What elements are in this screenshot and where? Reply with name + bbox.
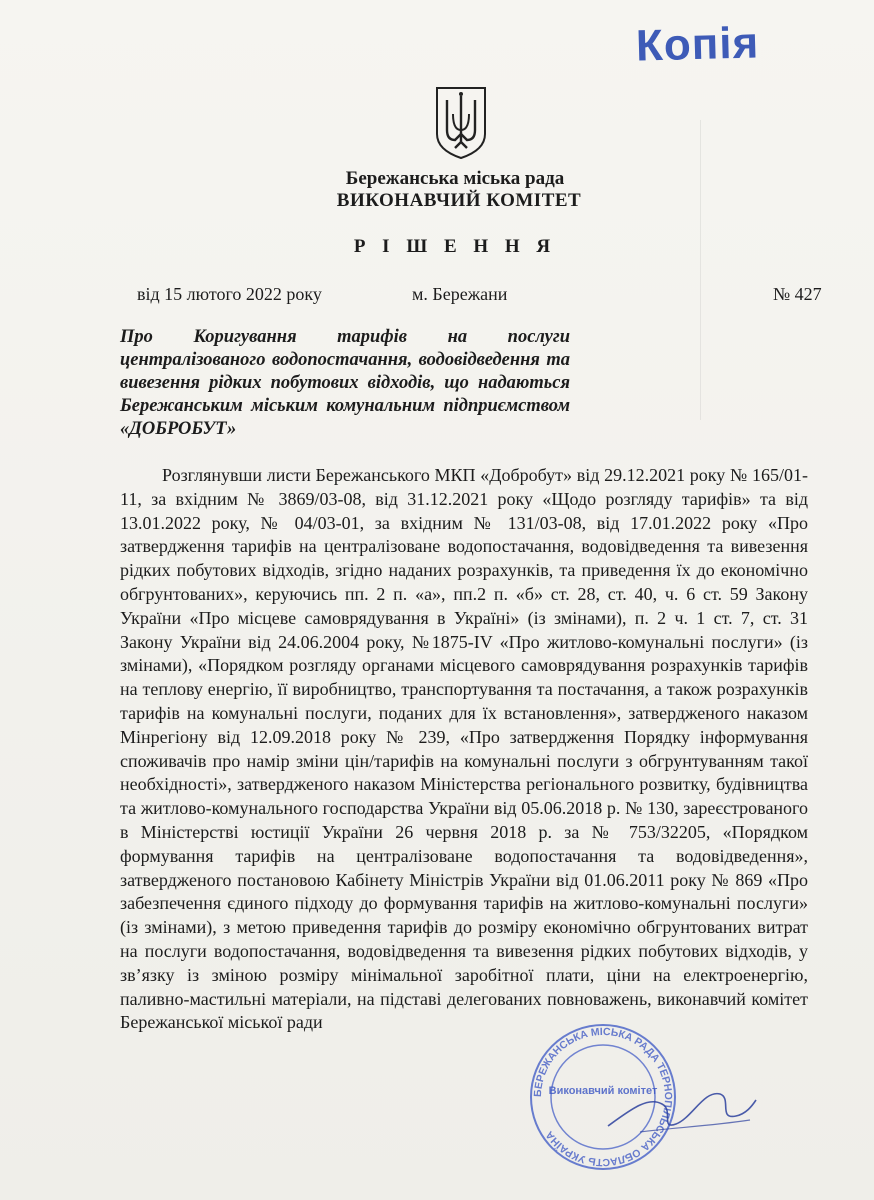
document-type-title: Р І Ш Е Н Н Я [353, 236, 557, 257]
seal-ring-text: БЕРЕЖАНСЬКА МІСЬКА РАДА ТЕРНОПІЛЬСЬКА ОБЛАСТЬ УКРАЇНА [531, 1025, 675, 1169]
subject-text: Про Коригування тарифів на послуги централізованого водопостачання, водовідведення та вивезення рідких побутових відходів, що надаються Бережанським міським комунальним підприємством «ДОБРОБУТ» [120, 327, 570, 439]
council-name: Бережанська міська рада [345, 168, 565, 189]
signature-icon [600, 1070, 760, 1150]
bleed-through-texture [700, 120, 861, 420]
decision-number: № 427 [773, 284, 822, 304]
decision-body [120, 464, 808, 1035]
seal-center-text: Виконавчий комітет [548, 1085, 658, 1097]
decision-city: м. Бережани [412, 284, 508, 304]
decision-subject [120, 326, 570, 441]
committee-name: ВИКОНАВЧИЙ КОМІТЕТ [336, 190, 582, 211]
trident-emblem-icon [433, 86, 489, 160]
copy-stamp: Копія [635, 18, 760, 71]
decision-date: від 15 лютого 2022 року [137, 284, 322, 304]
body-paragraph: Розглянувши листи Бережанського МКП «Добробут» від 29.12.2021 року № 165/01-11, за вхідним № 3869/03-08, від 31.12.2021 року «Щодо розгляду тарифів» та від 13.01.2022 року, № 04/03-01, за вхідним № 131/03-08, від 17.01.2022 року «Про затвердження тарифів на централізоване водопостачання, водовідведення та вивезення рідких побутових відходів, згідно наданих розрахунків, та приведення їх до економічно обгрунтованих», керуючись пп. 2 п. «а», пп.2 п. «б» ст. 28, ст. 40, ч. 6 ст. 59 Закону України «Про місцеве самоврядування в Україні» (із змінами), п. 2 ч. 1 ст. 7, ст. 31 Закону України від 24.06.2004 року, №1875-IV «Про житлово-комунальні послуги» (із змінами), «Порядком розгляду органами місцевого самоврядування розрахунків тарифів на теплову енергію, її виробництво, транспортування та постачання, а також розрахунків тарифів на комунальні послуги, поданих для їх встановлення», затвердженого наказом Мінрегіону від 12.09.2018 року № 239, «Про затвердження Порядку інформування споживачів про намір зміни цін/тарифів на комунальні послуги з обгрунтуванням такої необхідності», затвердженого наказом Міністерства регіонального розвитку, будівництва та житлово-комунального господарства України від 05.06.2018 р. № 130, зареєстрованого в Міністерстві юстиції України 26 червня 2018 р. за № 753/32205, «Порядком формування тарифів на централізоване водопостачання та водовідведення», затвердженого постановою Кабінету Міністрів України від 01.06.2011 року № 869 «Про забезпечення єдиного підходу до формування тарифів на житлово-комунальні послуги» (із змінами), з метою приведення тарифів до розміру економічно обгрунтованих витрат на послуги водопостачання, водовідведення та вивезення рідких побутових відходів, у зв’язку із зміною розміру мінімальної заробітної плати, ціни на електроенергію, паливно-мастильні матеріали, на підставі делегованих повноважень, виконавчий комітет Бережанської міської ради [120, 465, 808, 1033]
